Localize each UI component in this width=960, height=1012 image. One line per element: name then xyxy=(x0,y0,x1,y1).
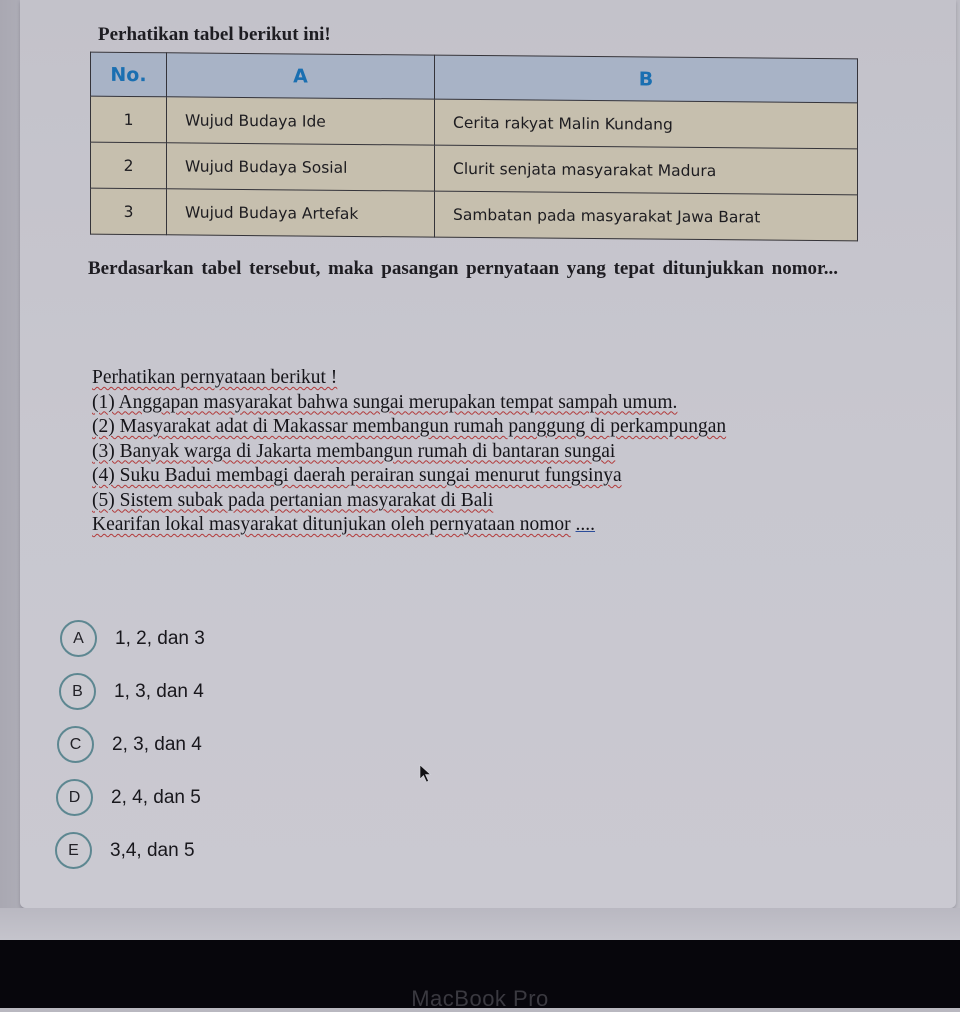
option-d[interactable] xyxy=(56,771,205,824)
culture-table xyxy=(90,52,858,242)
option-text-a[interactable]: 1, 2, dan 3 xyxy=(115,627,205,649)
table-row xyxy=(91,142,858,195)
option-text-d[interactable]: 2, 4, dan 5 xyxy=(111,786,201,808)
column-header-a: A xyxy=(167,53,435,99)
option-text-e[interactable]: 3,4, dan 5 xyxy=(110,839,195,861)
option-b[interactable] xyxy=(59,665,205,718)
page-bottom-area xyxy=(0,908,960,940)
question-1-text: Berdasarkan tabel tersebut, maka pasangan pernyataan yang tepat ditunjukkan nomor... xyxy=(88,258,838,279)
option-letter-a[interactable]: A xyxy=(60,620,97,657)
statement-5: (5) Sistem subak pada pertanian masyarakat di Bali xyxy=(92,489,494,511)
culture-table-container xyxy=(90,52,860,242)
cell-a: Wujud Budaya Ide xyxy=(167,97,435,145)
cell-b: Sambatan pada masyarakat Jawa Barat xyxy=(435,191,858,241)
device-label: MacBook Pro xyxy=(411,986,549,1011)
statement-4: (4) Suku Badui membagi daerah perairan sungai menurut fungsinya xyxy=(92,465,622,486)
question-2-prompt: Kearifan lokal masyarakat ditunjukan oleh pernyataan nomor xyxy=(92,514,571,535)
table-instruction: Perhatikan tabel berikut ini! xyxy=(98,24,331,45)
table-row xyxy=(91,188,858,241)
column-header-b: B xyxy=(435,55,858,103)
option-c[interactable] xyxy=(57,718,205,771)
statements-intro: Perhatikan pernyataan berikut ! xyxy=(92,367,338,388)
column-header-no: No. xyxy=(91,52,167,97)
option-letter-c[interactable]: C xyxy=(57,726,94,763)
option-text-c[interactable]: 2, 3, dan 4 xyxy=(112,733,202,755)
cell-a: Wujud Budaya Artefak xyxy=(167,189,435,237)
option-text-b[interactable]: 1, 3, dan 4 xyxy=(114,680,204,702)
cell-no: 1 xyxy=(91,96,167,143)
statement-2: (2) Masyarakat adat di Makassar membangun rumah panggung di perkampungan xyxy=(92,416,727,437)
statement-3: (3) Banyak warga di Jakarta membangun rumah di bantaran sungai xyxy=(92,440,616,462)
question-2-block xyxy=(92,366,882,538)
option-letter-d[interactable]: D xyxy=(56,779,93,816)
table-header-row xyxy=(91,52,858,103)
cell-no: 3 xyxy=(91,188,167,235)
option-e[interactable] xyxy=(55,824,205,877)
statement-1: (1) Anggapan masyarakat bahwa sungai merupakan tempat sampah umum. xyxy=(92,391,678,413)
cell-b: Clurit senjata masyarakat Madura xyxy=(435,145,858,195)
question-2-prompt-line xyxy=(92,513,882,538)
cell-a: Wujud Budaya Sosial xyxy=(167,143,435,191)
answer-blank: .... xyxy=(575,514,596,535)
option-letter-e[interactable]: E xyxy=(55,832,92,869)
option-a[interactable] xyxy=(60,612,205,665)
option-letter-b[interactable]: B xyxy=(59,673,96,710)
table-row xyxy=(91,96,858,149)
cell-no: 2 xyxy=(91,142,167,189)
cell-b: Cerita rakyat Malin Kundang xyxy=(435,99,858,149)
answer-options xyxy=(60,612,205,877)
mouse-pointer-icon xyxy=(419,764,433,784)
